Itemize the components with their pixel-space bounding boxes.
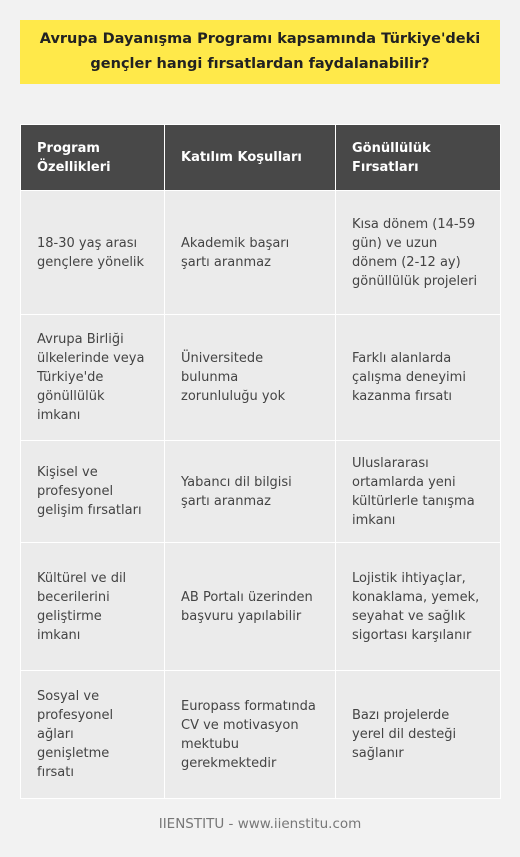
header-program-features: Program Özellikleri <box>21 125 165 191</box>
table-cell: Bazı projelerde yerel dil desteği sağlanır <box>336 671 501 799</box>
table-row <box>21 671 501 799</box>
table-header-row <box>21 125 501 191</box>
table-cell: AB Portalı üzerinden başvuru yapılabilir <box>165 543 336 671</box>
table-row <box>21 543 501 671</box>
table-cell: Lojistik ihtiyaçlar, konaklama, yemek, seyahat ve sağlık sigortası karşılanır <box>336 543 501 671</box>
table-cell: Farklı alanlarda çalışma deneyimi kazanma fırsatı <box>336 315 501 441</box>
header-volunteering-opportunities: Gönüllülük Fırsatları <box>336 125 501 191</box>
page-title: Avrupa Dayanışma Programı kapsamında Türkiye'deki gençler hangi fırsatlardan faydalanabilir? <box>39 31 481 72</box>
footer-credit: IIENSTITU - www.iienstitu.com <box>158 816 362 832</box>
comparison-table <box>20 124 501 799</box>
table-row <box>21 441 501 543</box>
table-cell: Kısa dönem (14-59 gün) ve uzun dönem (2-12 ay) gönüllülük projeleri <box>336 191 501 315</box>
table-cell: Sosyal ve profesyonel ağları genişletme fırsatı <box>21 671 165 799</box>
header-participation-conditions: Katılım Koşulları <box>165 125 336 191</box>
table-cell: Yabancı dil bilgisi şartı aranmaz <box>165 441 336 543</box>
table-cell: Europass formatında CV ve motivasyon mektubu gerekmektedir <box>165 671 336 799</box>
table-cell: Kültürel ve dil becerilerini geliştirme imkanı <box>21 543 165 671</box>
table-cell: Kişisel ve profesyonel gelişim fırsatları <box>21 441 165 543</box>
table-cell: Akademik başarı şartı aranmaz <box>165 191 336 315</box>
table-cell: Uluslararası ortamlarda yeni kültürlerle tanışma imkanı <box>336 441 501 543</box>
table-cell: Avrupa Birliği ülkelerinde veya Türkiye'de gönüllülük imkanı <box>21 315 165 441</box>
table-row <box>21 315 501 441</box>
title-banner <box>20 20 500 84</box>
table-cell: 18-30 yaş arası gençlere yönelik <box>21 191 165 315</box>
table-cell: Üniversitede bulunma zorunluluğu yok <box>165 315 336 441</box>
table-row <box>21 191 501 315</box>
